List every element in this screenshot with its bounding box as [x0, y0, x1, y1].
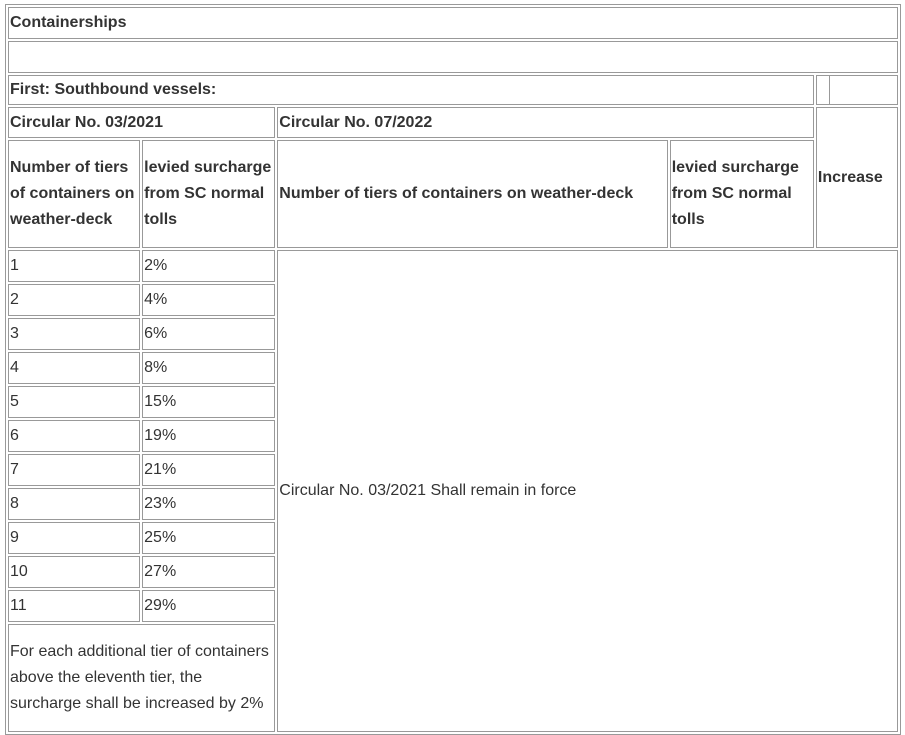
tiers-cell: 7 [8, 454, 140, 486]
column-header-row [8, 140, 898, 248]
direction-heading: First: Southbound vessels: [8, 75, 814, 105]
surcharge-cell: 8% [142, 352, 275, 384]
surcharge-cell: 27% [142, 556, 275, 588]
tiers-cell: 10 [8, 556, 140, 588]
tiers-cell: 5 [8, 386, 140, 418]
old-tiers-header: Number of tiers of containers on weather-deck [8, 140, 140, 248]
table-row [8, 250, 898, 282]
tiers-cell: 4 [8, 352, 140, 384]
surcharge-cell: 21% [142, 454, 275, 486]
surcharge-cell: 23% [142, 488, 275, 520]
tiers-cell: 6 [8, 420, 140, 452]
surcharge-cell: 19% [142, 420, 275, 452]
surcharge-cell: 25% [142, 522, 275, 554]
direction-row [8, 75, 898, 105]
spacer-cell-small [817, 76, 830, 104]
surcharge-cell: 29% [142, 590, 275, 622]
circular-row [8, 107, 898, 138]
tiers-cell: 11 [8, 590, 140, 622]
spacer-cell-wide [830, 76, 897, 104]
tiers-cell: 3 [8, 318, 140, 350]
blank-cell [8, 41, 898, 73]
surcharge-table [5, 4, 901, 735]
spacer-row [817, 76, 897, 104]
direction-spacer-cells [816, 75, 898, 105]
tiers-cell: 9 [8, 522, 140, 554]
new-tiers-header: Number of tiers of containers on weather-deck [277, 140, 667, 248]
old-circular-heading: Circular No. 03/2021 [8, 107, 275, 138]
surcharge-cell: 6% [142, 318, 275, 350]
increase-heading: Increase [816, 107, 898, 248]
title-row [8, 7, 898, 39]
blank-row [8, 41, 898, 73]
spacer-table [817, 76, 897, 104]
new-surcharge-header: levied surcharge from SC normal tolls [670, 140, 814, 248]
surcharge-cell: 15% [142, 386, 275, 418]
surcharge-cell: 2% [142, 250, 275, 282]
surcharge-table-body [8, 7, 898, 732]
table-title: Containerships [8, 7, 898, 39]
tiers-cell: 2 [8, 284, 140, 316]
old-surcharge-header: levied surcharge from SC normal tolls [142, 140, 275, 248]
tiers-cell: 8 [8, 488, 140, 520]
surcharge-cell: 4% [142, 284, 275, 316]
additional-tier-note: For each additional tier of containers above the eleventh tier, the surcharge shall be increased by 2% [8, 624, 275, 732]
remain-in-force-cell: Circular No. 03/2021 Shall remain in force [277, 250, 898, 732]
tiers-cell: 1 [8, 250, 140, 282]
new-circular-heading: Circular No. 07/2022 [277, 107, 814, 138]
